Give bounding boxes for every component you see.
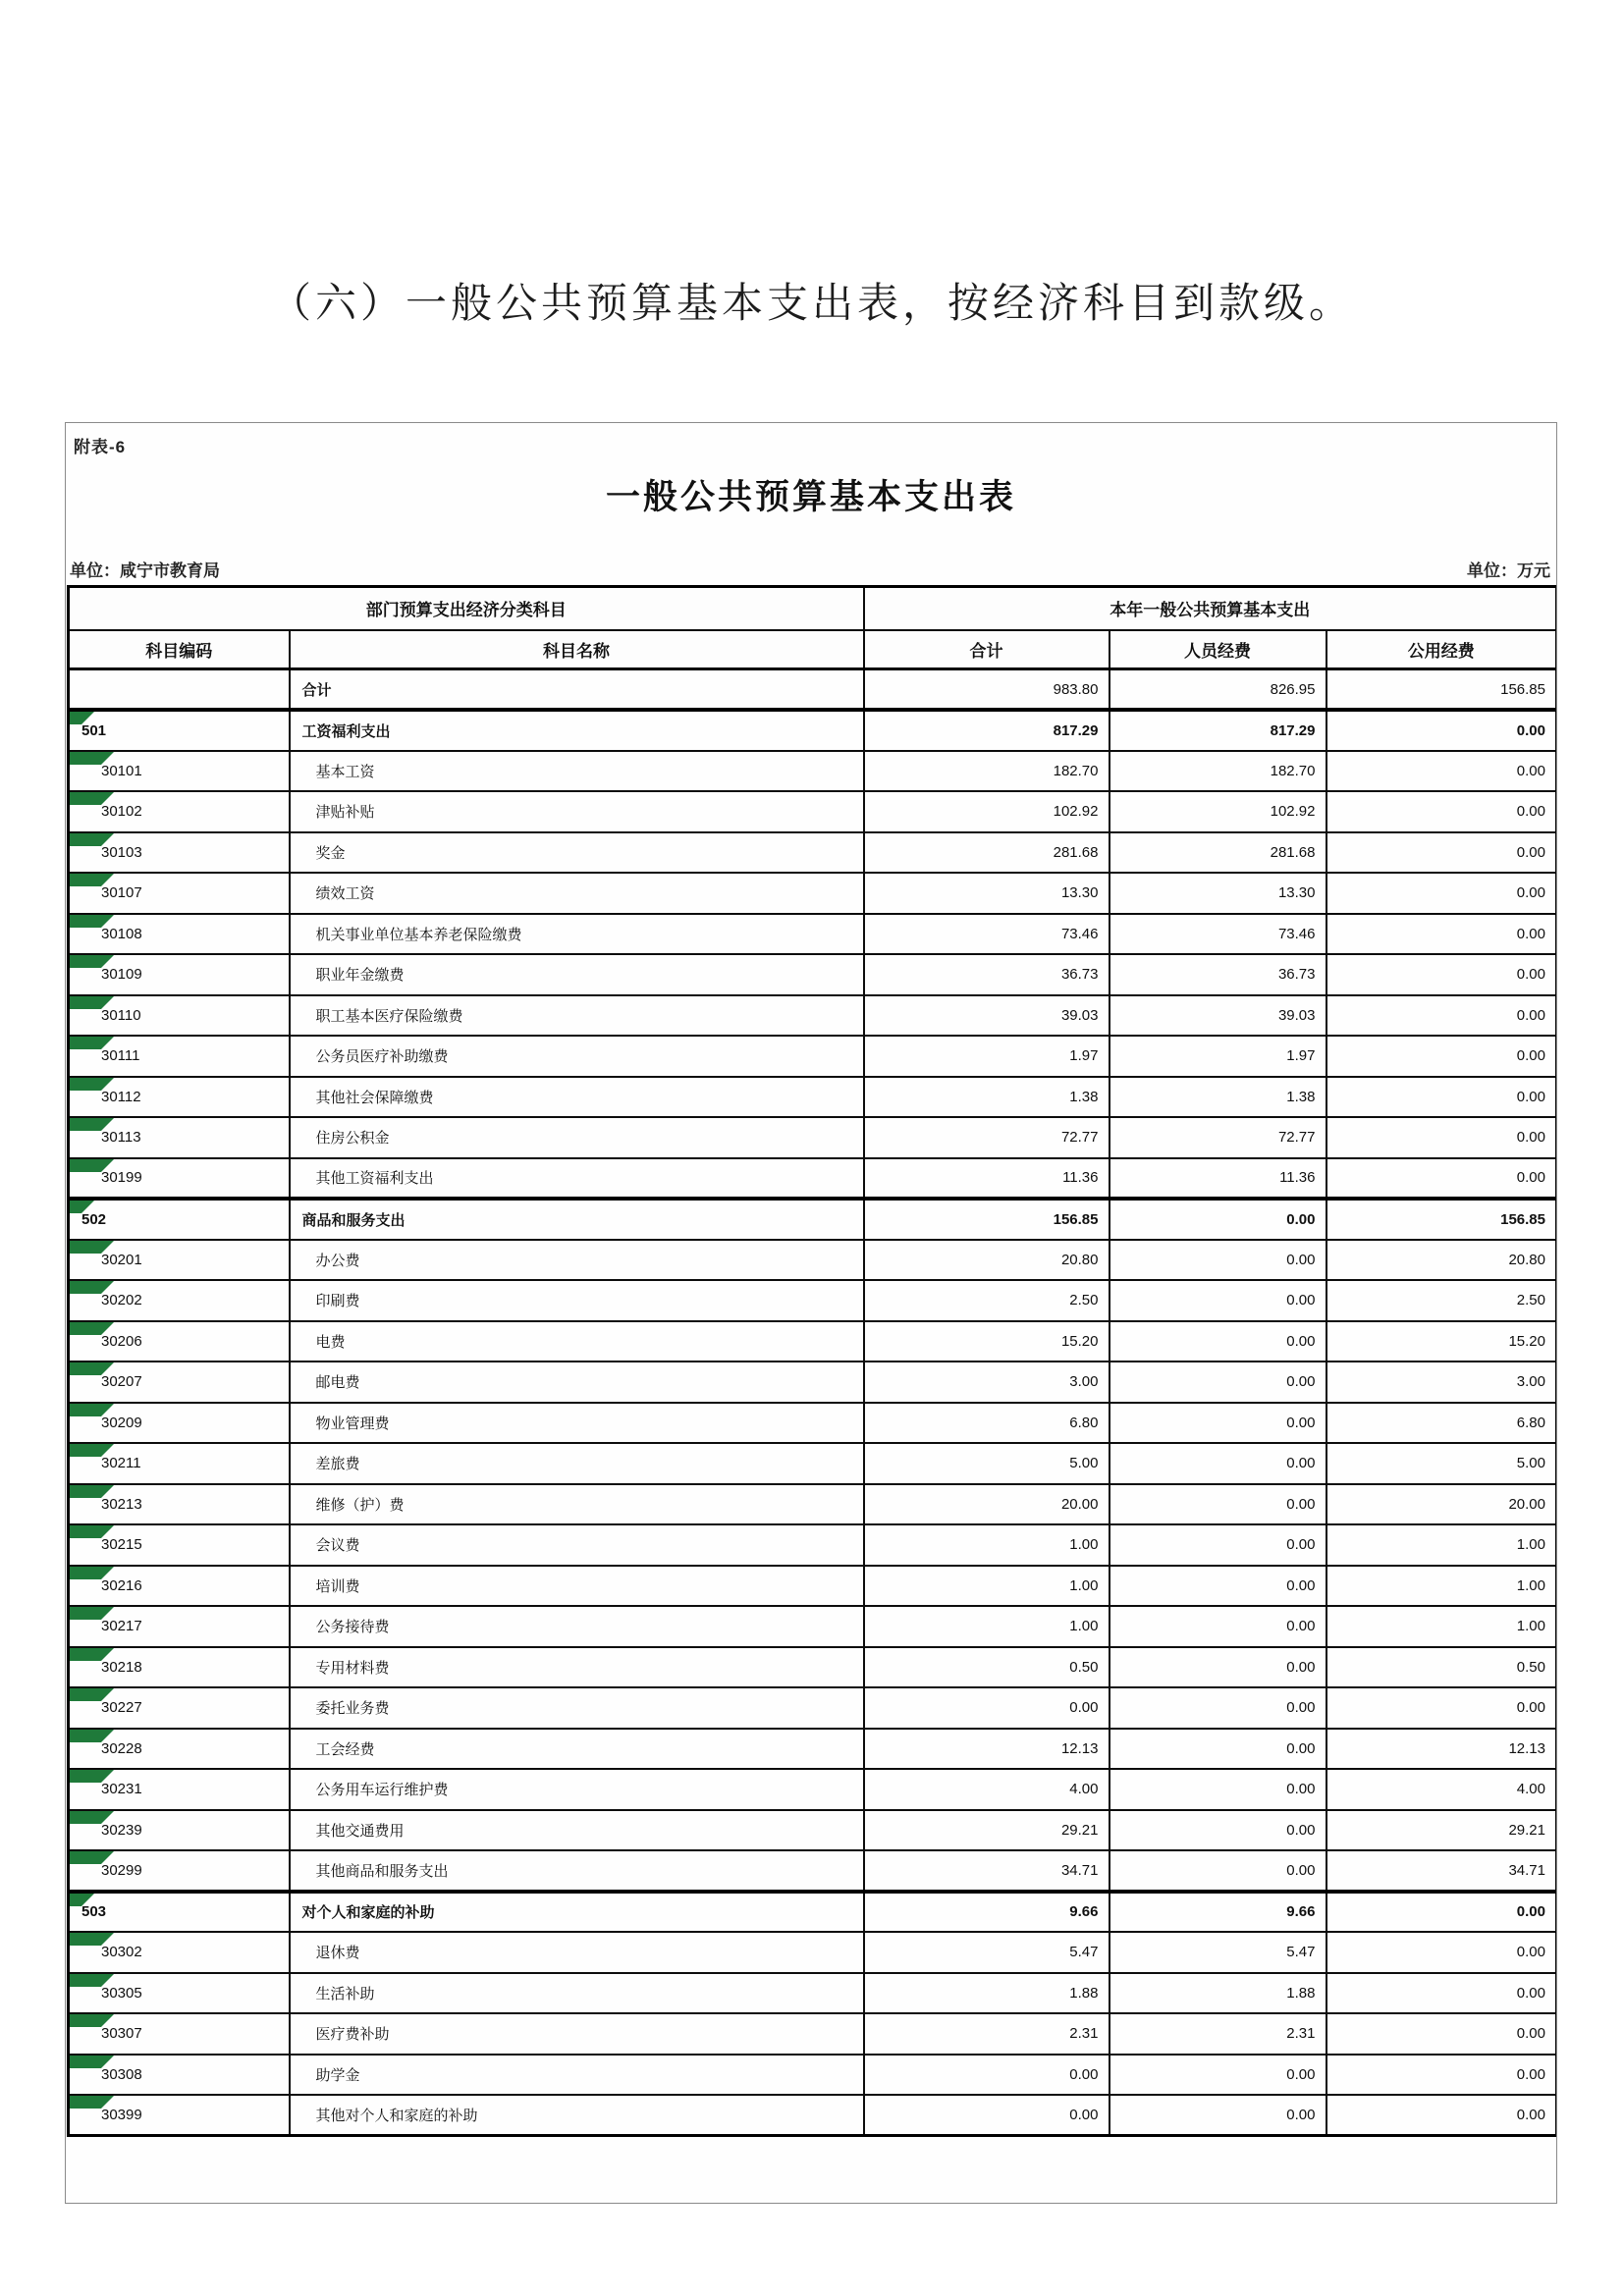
personnel-funds-cell: 0.00 [1110,1850,1326,1892]
table-row [69,1810,1557,1851]
public-funds-cell: 15.20 [1326,1321,1557,1362]
table-row [69,1403,1557,1444]
public-funds-cell: 1.00 [1326,1524,1557,1566]
group-header-classification: 部门预算支出经济分类科目 [69,587,864,630]
subject-code-cell: 30215 [69,1524,290,1566]
subject-name-cell: 委托业务费 [290,1687,864,1729]
total-amount-cell: 1.38 [864,1077,1110,1118]
public-funds-cell: 0.00 [1326,1687,1557,1729]
table-row [69,832,1557,874]
personnel-funds-cell: 13.30 [1110,873,1326,914]
subject-code-cell: 30102 [69,791,290,832]
total-amount-cell: 36.73 [864,954,1110,995]
personnel-funds-cell: 2.31 [1110,2013,1326,2055]
table-row [69,1892,1557,1933]
table-row [69,914,1557,955]
subject-code-cell: 30299 [69,1850,290,1892]
subject-code-cell: 30207 [69,1362,290,1403]
public-funds-cell: 156.85 [1326,669,1557,711]
excel-error-flag-icon [70,1730,114,1742]
subject-name-cell: 住房公积金 [290,1117,864,1158]
subject-name-cell: 专用材料费 [290,1647,864,1688]
excel-error-flag-icon [70,1688,114,1701]
table-row [69,1117,1557,1158]
subject-name-cell: 合计 [290,669,864,711]
personnel-funds-cell: 0.00 [1110,1729,1326,1770]
excel-error-flag-icon [70,1118,114,1131]
excel-error-flag-icon [70,1525,114,1538]
excel-error-flag-icon [70,1201,94,1213]
table-row [69,1158,1557,1200]
subject-name-cell: 基本工资 [290,751,864,792]
public-funds-cell: 1.00 [1326,1606,1557,1647]
total-amount-cell: 182.70 [864,751,1110,792]
personnel-funds-cell: 0.00 [1110,1321,1326,1362]
embedded-sheet [65,422,1557,2204]
subject-name-cell: 工资福利支出 [290,710,864,751]
personnel-funds-cell: 0.00 [1110,1810,1326,1851]
unit-currency: 单位：万元 [1467,561,1550,580]
excel-error-flag-icon [70,1933,114,1946]
subject-name-cell: 公务员医疗补助缴费 [290,1036,864,1077]
subject-name-cell: 差旅费 [290,1443,864,1484]
table-row [69,1443,1557,1484]
excel-error-flag-icon [70,1037,114,1049]
subject-code-cell: 30399 [69,2095,290,2136]
public-funds-cell: 3.00 [1326,1362,1557,1403]
personnel-funds-cell: 817.29 [1110,710,1326,751]
personnel-funds-cell: 0.00 [1110,1769,1326,1810]
subject-code-cell: 30202 [69,1280,290,1321]
public-funds-cell: 0.00 [1326,832,1557,874]
total-amount-cell: 0.50 [864,1647,1110,1688]
public-funds-cell: 6.80 [1326,1403,1557,1444]
subject-code-cell: 30305 [69,1973,290,2014]
table-row [69,791,1557,832]
excel-error-flag-icon [70,874,114,886]
public-funds-cell: 4.00 [1326,1769,1557,1810]
subject-code-cell: 30218 [69,1647,290,1688]
total-amount-cell: 102.92 [864,791,1110,832]
subject-name-cell: 机关事业单位基本养老保险缴费 [290,914,864,955]
public-funds-cell: 34.71 [1326,1850,1557,1892]
subject-code-cell: 30307 [69,2013,290,2055]
subject-name-cell: 公务用车运行维护费 [290,1769,864,1810]
table-row [69,669,1557,711]
total-amount-cell: 9.66 [864,1892,1110,1933]
public-funds-cell: 0.00 [1326,791,1557,832]
excel-error-flag-icon [70,792,114,805]
excel-error-flag-icon [70,1770,114,1783]
subject-code-cell: 30308 [69,2055,290,2096]
table-row [69,751,1557,792]
total-amount-cell: 20.80 [864,1240,1110,1281]
personnel-funds-cell: 0.00 [1110,1443,1326,1484]
personnel-funds-cell: 0.00 [1110,1403,1326,1444]
personnel-funds-cell: 826.95 [1110,669,1326,711]
excel-error-flag-icon [70,1159,114,1172]
personnel-funds-cell: 1.88 [1110,1973,1326,2014]
public-funds-cell: 0.00 [1326,1932,1557,1973]
public-funds-cell: 20.00 [1326,1484,1557,1525]
subject-code-cell: 30227 [69,1687,290,1729]
budget-table [67,585,1557,2137]
public-funds-cell: 20.80 [1326,1240,1557,1281]
subject-name-cell: 会议费 [290,1524,864,1566]
excel-error-flag-icon [70,1078,114,1091]
excel-error-flag-icon [70,1362,114,1375]
column-header-public: 公用经费 [1326,630,1557,669]
table-row [69,1973,1557,2014]
public-funds-cell: 2.50 [1326,1280,1557,1321]
subject-name-cell: 公务接待费 [290,1606,864,1647]
total-amount-cell: 2.31 [864,2013,1110,2055]
personnel-funds-cell: 72.77 [1110,1117,1326,1158]
excel-error-flag-icon [70,1894,94,1906]
subject-name-cell: 商品和服务支出 [290,1199,864,1240]
total-amount-cell: 15.20 [864,1321,1110,1362]
public-funds-cell: 0.00 [1326,1892,1557,1933]
excel-error-flag-icon [70,1241,114,1254]
excel-error-flag-icon [70,996,114,1009]
subject-code-cell: 30112 [69,1077,290,1118]
table-row [69,995,1557,1037]
page-heading: （六）一般公共预算基本支出表，按经济科目到款级。 [269,279,1354,327]
table-row [69,1524,1557,1566]
column-header-personnel: 人员经费 [1110,630,1326,669]
total-amount-cell: 73.46 [864,914,1110,955]
table-row [69,1647,1557,1688]
public-funds-cell: 0.00 [1326,1158,1557,1200]
table-row [69,1687,1557,1729]
excel-error-flag-icon [70,1322,114,1335]
subject-code-cell: 501 [69,710,290,751]
subject-code-cell: 30101 [69,751,290,792]
total-amount-cell: 1.00 [864,1606,1110,1647]
subject-code-cell: 30107 [69,873,290,914]
subject-code-cell: 30239 [69,1810,290,1851]
subject-code-cell: 30206 [69,1321,290,1362]
subject-name-cell: 培训费 [290,1566,864,1607]
total-amount-cell: 0.00 [864,1687,1110,1729]
subject-code-cell: 30216 [69,1566,290,1607]
personnel-funds-cell: 0.00 [1110,1240,1326,1281]
subject-code-cell: 503 [69,1892,290,1933]
public-funds-cell: 0.00 [1326,873,1557,914]
personnel-funds-cell: 0.00 [1110,1687,1326,1729]
subject-code-cell: 30201 [69,1240,290,1281]
total-amount-cell: 72.77 [864,1117,1110,1158]
public-funds-cell: 29.21 [1326,1810,1557,1851]
excel-error-flag-icon [70,1607,114,1620]
personnel-funds-cell: 0.00 [1110,2095,1326,2136]
excel-error-flag-icon [70,1567,114,1579]
public-funds-cell: 0.00 [1326,954,1557,995]
total-amount-cell: 11.36 [864,1158,1110,1200]
personnel-funds-cell: 182.70 [1110,751,1326,792]
total-amount-cell: 6.80 [864,1403,1110,1444]
subject-code-cell: 30228 [69,1729,290,1770]
excel-error-flag-icon [70,2056,114,2068]
group-header-expenditure: 本年一般公共预算基本支出 [864,587,1557,630]
subject-name-cell: 维修（护）费 [290,1484,864,1525]
total-amount-cell: 1.00 [864,1524,1110,1566]
table-row [69,1729,1557,1770]
total-amount-cell: 20.00 [864,1484,1110,1525]
excel-error-flag-icon [70,712,94,724]
table-row [69,1932,1557,1973]
personnel-funds-cell: 73.46 [1110,914,1326,955]
total-amount-cell: 12.13 [864,1729,1110,1770]
personnel-funds-cell: 36.73 [1110,954,1326,995]
total-amount-cell: 817.29 [864,710,1110,751]
personnel-funds-cell: 11.36 [1110,1158,1326,1200]
unit-organization: 单位：咸宁市教育局 [70,561,220,580]
public-funds-cell: 0.50 [1326,1647,1557,1688]
column-header-row [69,630,1557,669]
public-funds-cell: 0.00 [1326,2013,1557,2055]
public-funds-cell: 0.00 [1326,2095,1557,2136]
subject-name-cell: 其他商品和服务支出 [290,1850,864,1892]
personnel-funds-cell: 0.00 [1110,1280,1326,1321]
personnel-funds-cell: 0.00 [1110,1647,1326,1688]
subject-code-cell: 30111 [69,1036,290,1077]
excel-error-flag-icon [70,2014,114,2027]
subject-name-cell: 邮电费 [290,1362,864,1403]
table-row [69,2095,1557,2136]
personnel-funds-cell: 1.97 [1110,1036,1326,1077]
public-funds-cell: 0.00 [1326,710,1557,751]
table-row [69,1240,1557,1281]
excel-error-flag-icon [70,1811,114,1824]
subject-code-cell: 30103 [69,832,290,874]
attachment-label: 附表-6 [74,438,127,456]
total-amount-cell: 983.80 [864,669,1110,711]
public-funds-cell: 0.00 [1326,751,1557,792]
excel-error-flag-icon [70,1851,114,1864]
table-row [69,1036,1557,1077]
subject-code-cell: 30209 [69,1403,290,1444]
table-row [69,1280,1557,1321]
table-row [69,1484,1557,1525]
subject-code-cell: 30109 [69,954,290,995]
subject-name-cell: 工会经费 [290,1729,864,1770]
subject-name-cell: 奖金 [290,832,864,874]
table-body [69,669,1557,2136]
subject-name-cell: 电费 [290,1321,864,1362]
excel-error-flag-icon [70,2096,114,2109]
column-header-name: 科目名称 [290,630,864,669]
subject-code-cell: 30199 [69,1158,290,1200]
excel-error-flag-icon [70,955,114,968]
total-amount-cell: 1.97 [864,1036,1110,1077]
subject-name-cell: 津贴补贴 [290,791,864,832]
personnel-funds-cell: 9.66 [1110,1892,1326,1933]
subject-name-cell: 其他对个人和家庭的补助 [290,2095,864,2136]
subject-name-cell: 办公费 [290,1240,864,1281]
table-row [69,954,1557,995]
public-funds-cell: 12.13 [1326,1729,1557,1770]
excel-error-flag-icon [70,915,114,928]
total-amount-cell: 0.00 [864,2095,1110,2136]
personnel-funds-cell: 102.92 [1110,791,1326,832]
personnel-funds-cell: 5.47 [1110,1932,1326,1973]
subject-name-cell: 助学金 [290,2055,864,2096]
table-row [69,1606,1557,1647]
total-amount-cell: 5.47 [864,1932,1110,1973]
table-row [69,1321,1557,1362]
subject-name-cell: 其他交通费用 [290,1810,864,1851]
total-amount-cell: 13.30 [864,873,1110,914]
total-amount-cell: 281.68 [864,832,1110,874]
total-amount-cell: 3.00 [864,1362,1110,1403]
excel-error-flag-icon [70,1974,114,1987]
total-amount-cell: 4.00 [864,1769,1110,1810]
excel-error-flag-icon [70,1281,114,1294]
personnel-funds-cell: 0.00 [1110,1362,1326,1403]
table-row [69,873,1557,914]
subject-code-cell: 30302 [69,1932,290,1973]
table-row [69,1850,1557,1892]
table-row [69,710,1557,751]
unit-row [70,557,1550,581]
subject-code-cell: 30108 [69,914,290,955]
subject-code-cell: 502 [69,1199,290,1240]
column-header-code: 科目编码 [69,630,290,669]
subject-code-cell: 30211 [69,1443,290,1484]
total-amount-cell: 29.21 [864,1810,1110,1851]
subject-code-cell: 30113 [69,1117,290,1158]
sheet-title: 一般公共预算基本支出表 [605,478,1016,516]
subject-code-cell: 30217 [69,1606,290,1647]
public-funds-cell: 0.00 [1326,1117,1557,1158]
total-amount-cell: 2.50 [864,1280,1110,1321]
subject-code-cell: 30213 [69,1484,290,1525]
personnel-funds-cell: 0.00 [1110,1524,1326,1566]
personnel-funds-cell: 1.38 [1110,1077,1326,1118]
subject-name-cell: 绩效工资 [290,873,864,914]
excel-error-flag-icon [70,1404,114,1416]
subject-name-cell: 其他工资福利支出 [290,1158,864,1200]
table-row [69,2055,1557,2096]
public-funds-cell: 0.00 [1326,914,1557,955]
total-amount-cell: 0.00 [864,2055,1110,2096]
personnel-funds-cell: 281.68 [1110,832,1326,874]
subject-code-cell: 30231 [69,1769,290,1810]
public-funds-cell: 0.00 [1326,1973,1557,2014]
table-row [69,1769,1557,1810]
personnel-funds-cell: 0.00 [1110,1566,1326,1607]
public-funds-cell: 0.00 [1326,2055,1557,2096]
subject-name-cell: 印刷费 [290,1280,864,1321]
total-amount-cell: 156.85 [864,1199,1110,1240]
group-header-row [69,587,1557,630]
table-row [69,1199,1557,1240]
public-funds-cell: 0.00 [1326,995,1557,1037]
subject-name-cell: 职工基本医疗保险缴费 [290,995,864,1037]
public-funds-cell: 1.00 [1326,1566,1557,1607]
public-funds-cell: 156.85 [1326,1199,1557,1240]
personnel-funds-cell: 0.00 [1110,1484,1326,1525]
excel-error-flag-icon [70,833,114,846]
subject-name-cell: 生活补助 [290,1973,864,2014]
personnel-funds-cell: 39.03 [1110,995,1326,1037]
table-row [69,1362,1557,1403]
total-amount-cell: 5.00 [864,1443,1110,1484]
subject-name-cell: 物业管理费 [290,1403,864,1444]
subject-name-cell: 医疗费补助 [290,2013,864,2055]
column-header-total: 合计 [864,630,1110,669]
public-funds-cell: 0.00 [1326,1036,1557,1077]
table-row [69,1077,1557,1118]
subject-name-cell: 其他社会保障缴费 [290,1077,864,1118]
subject-code-cell: 30110 [69,995,290,1037]
excel-error-flag-icon [70,1648,114,1661]
excel-error-flag-icon [70,752,114,765]
subject-code-cell [69,669,290,711]
subject-name-cell: 职业年金缴费 [290,954,864,995]
table-row [69,1566,1557,1607]
public-funds-cell: 5.00 [1326,1443,1557,1484]
public-funds-cell: 0.00 [1326,1077,1557,1118]
total-amount-cell: 34.71 [864,1850,1110,1892]
total-amount-cell: 1.88 [864,1973,1110,2014]
total-amount-cell: 1.00 [864,1566,1110,1607]
excel-error-flag-icon [70,1444,114,1457]
personnel-funds-cell: 0.00 [1110,2055,1326,2096]
subject-name-cell: 退休费 [290,1932,864,1973]
personnel-funds-cell: 0.00 [1110,1199,1326,1240]
subject-name-cell: 对个人和家庭的补助 [290,1892,864,1933]
excel-error-flag-icon [70,1485,114,1498]
personnel-funds-cell: 0.00 [1110,1606,1326,1647]
table-row [69,2013,1557,2055]
total-amount-cell: 39.03 [864,995,1110,1037]
